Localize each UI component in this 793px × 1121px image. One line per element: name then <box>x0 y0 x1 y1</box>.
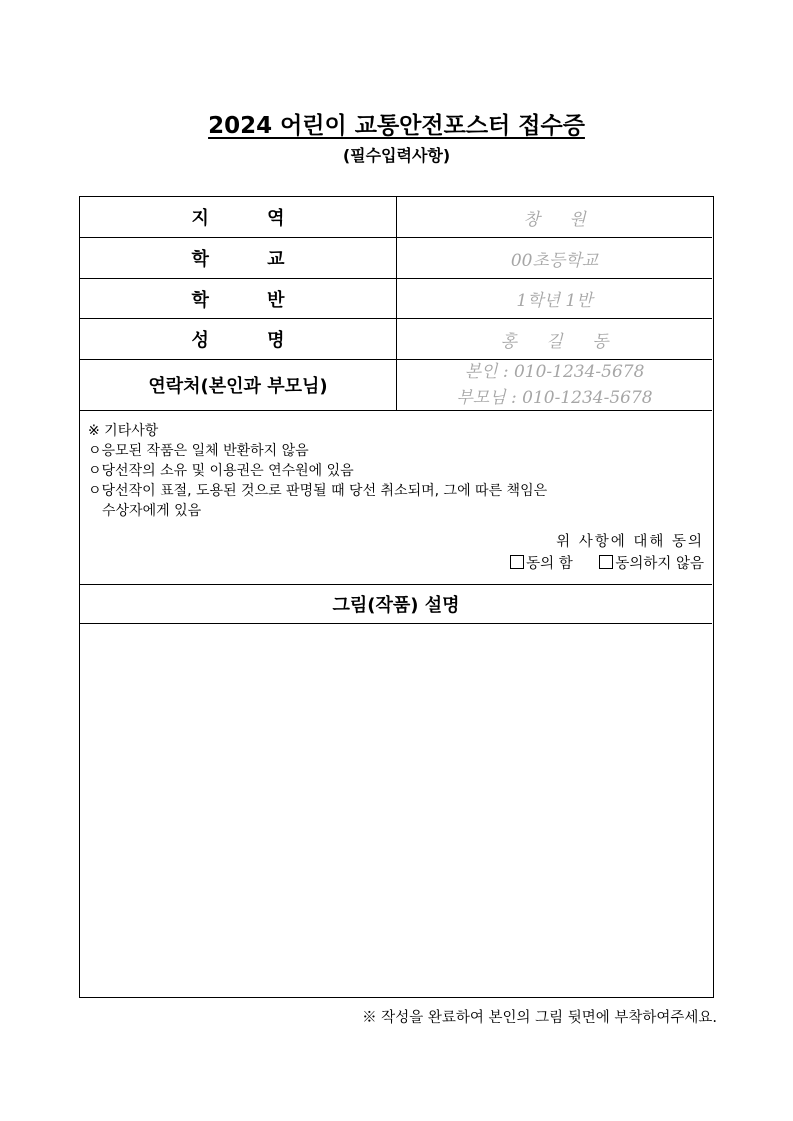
notes-heading: ※ 기타사항 <box>88 423 159 439</box>
notes-item-continuation: 수상자에게 있음 <box>102 503 202 519</box>
agreement-statement: 위 사항에 대해 동의 <box>556 534 704 550</box>
agree-option-label: 동의 함 <box>526 556 573 572</box>
form-subtitle: (필수입력사항) <box>342 146 451 165</box>
notes-item: ㅇ응모된 작품은 일체 반환하지 않음 <box>88 443 309 459</box>
contact-field[interactable] <box>397 360 712 410</box>
disagree-option[interactable] <box>599 556 704 572</box>
contact-self: 본인 : 010-1234-5678 <box>464 362 645 382</box>
notes-item: ㅇ당선작의 소유 및 이용권은 연수원에 있음 <box>88 463 354 479</box>
name-field[interactable]: 홍 길 동 <box>500 331 621 352</box>
description-area[interactable] <box>80 624 712 996</box>
description-header: 그림(작품) 설명 <box>80 585 712 624</box>
application-form <box>79 196 714 998</box>
grade-class-field[interactable]: 1학년 1반 <box>516 291 593 311</box>
name-row <box>80 319 712 360</box>
notes-item: ㅇ당선작이 표절, 도용된 것으로 판명될 때 당선 취소되며, 그에 따른 책임은 <box>88 483 548 499</box>
region-row <box>80 197 712 238</box>
contact-row <box>80 360 712 411</box>
disagree-checkbox[interactable] <box>599 555 613 569</box>
notes-section <box>80 411 712 585</box>
agreement-block <box>510 531 704 575</box>
contact-parent: 부모님 : 010-1234-5678 <box>456 388 653 408</box>
school-row <box>80 238 712 279</box>
disagree-option-label: 동의하지 않음 <box>615 556 704 572</box>
region-field[interactable]: 창 원 <box>523 209 598 230</box>
grade-class-label: 학 반 <box>80 279 397 318</box>
footer-note: ※ 작성을 완료하여 본인의 그림 뒷면에 부착하여주세요. <box>362 1010 717 1026</box>
name-label: 성 명 <box>80 319 397 359</box>
form-title: 2024 어린이 교통안전포스터 접수증 <box>208 113 585 139</box>
school-field[interactable]: 00초등학교 <box>510 250 599 271</box>
region-label: 지 역 <box>80 197 397 237</box>
agree-option[interactable] <box>510 556 573 572</box>
grade-class-row <box>80 279 712 319</box>
school-label: 학 교 <box>80 238 397 278</box>
agree-checkbox[interactable] <box>510 555 524 569</box>
contact-label: 연락처(본인과 부모님) <box>80 360 397 410</box>
